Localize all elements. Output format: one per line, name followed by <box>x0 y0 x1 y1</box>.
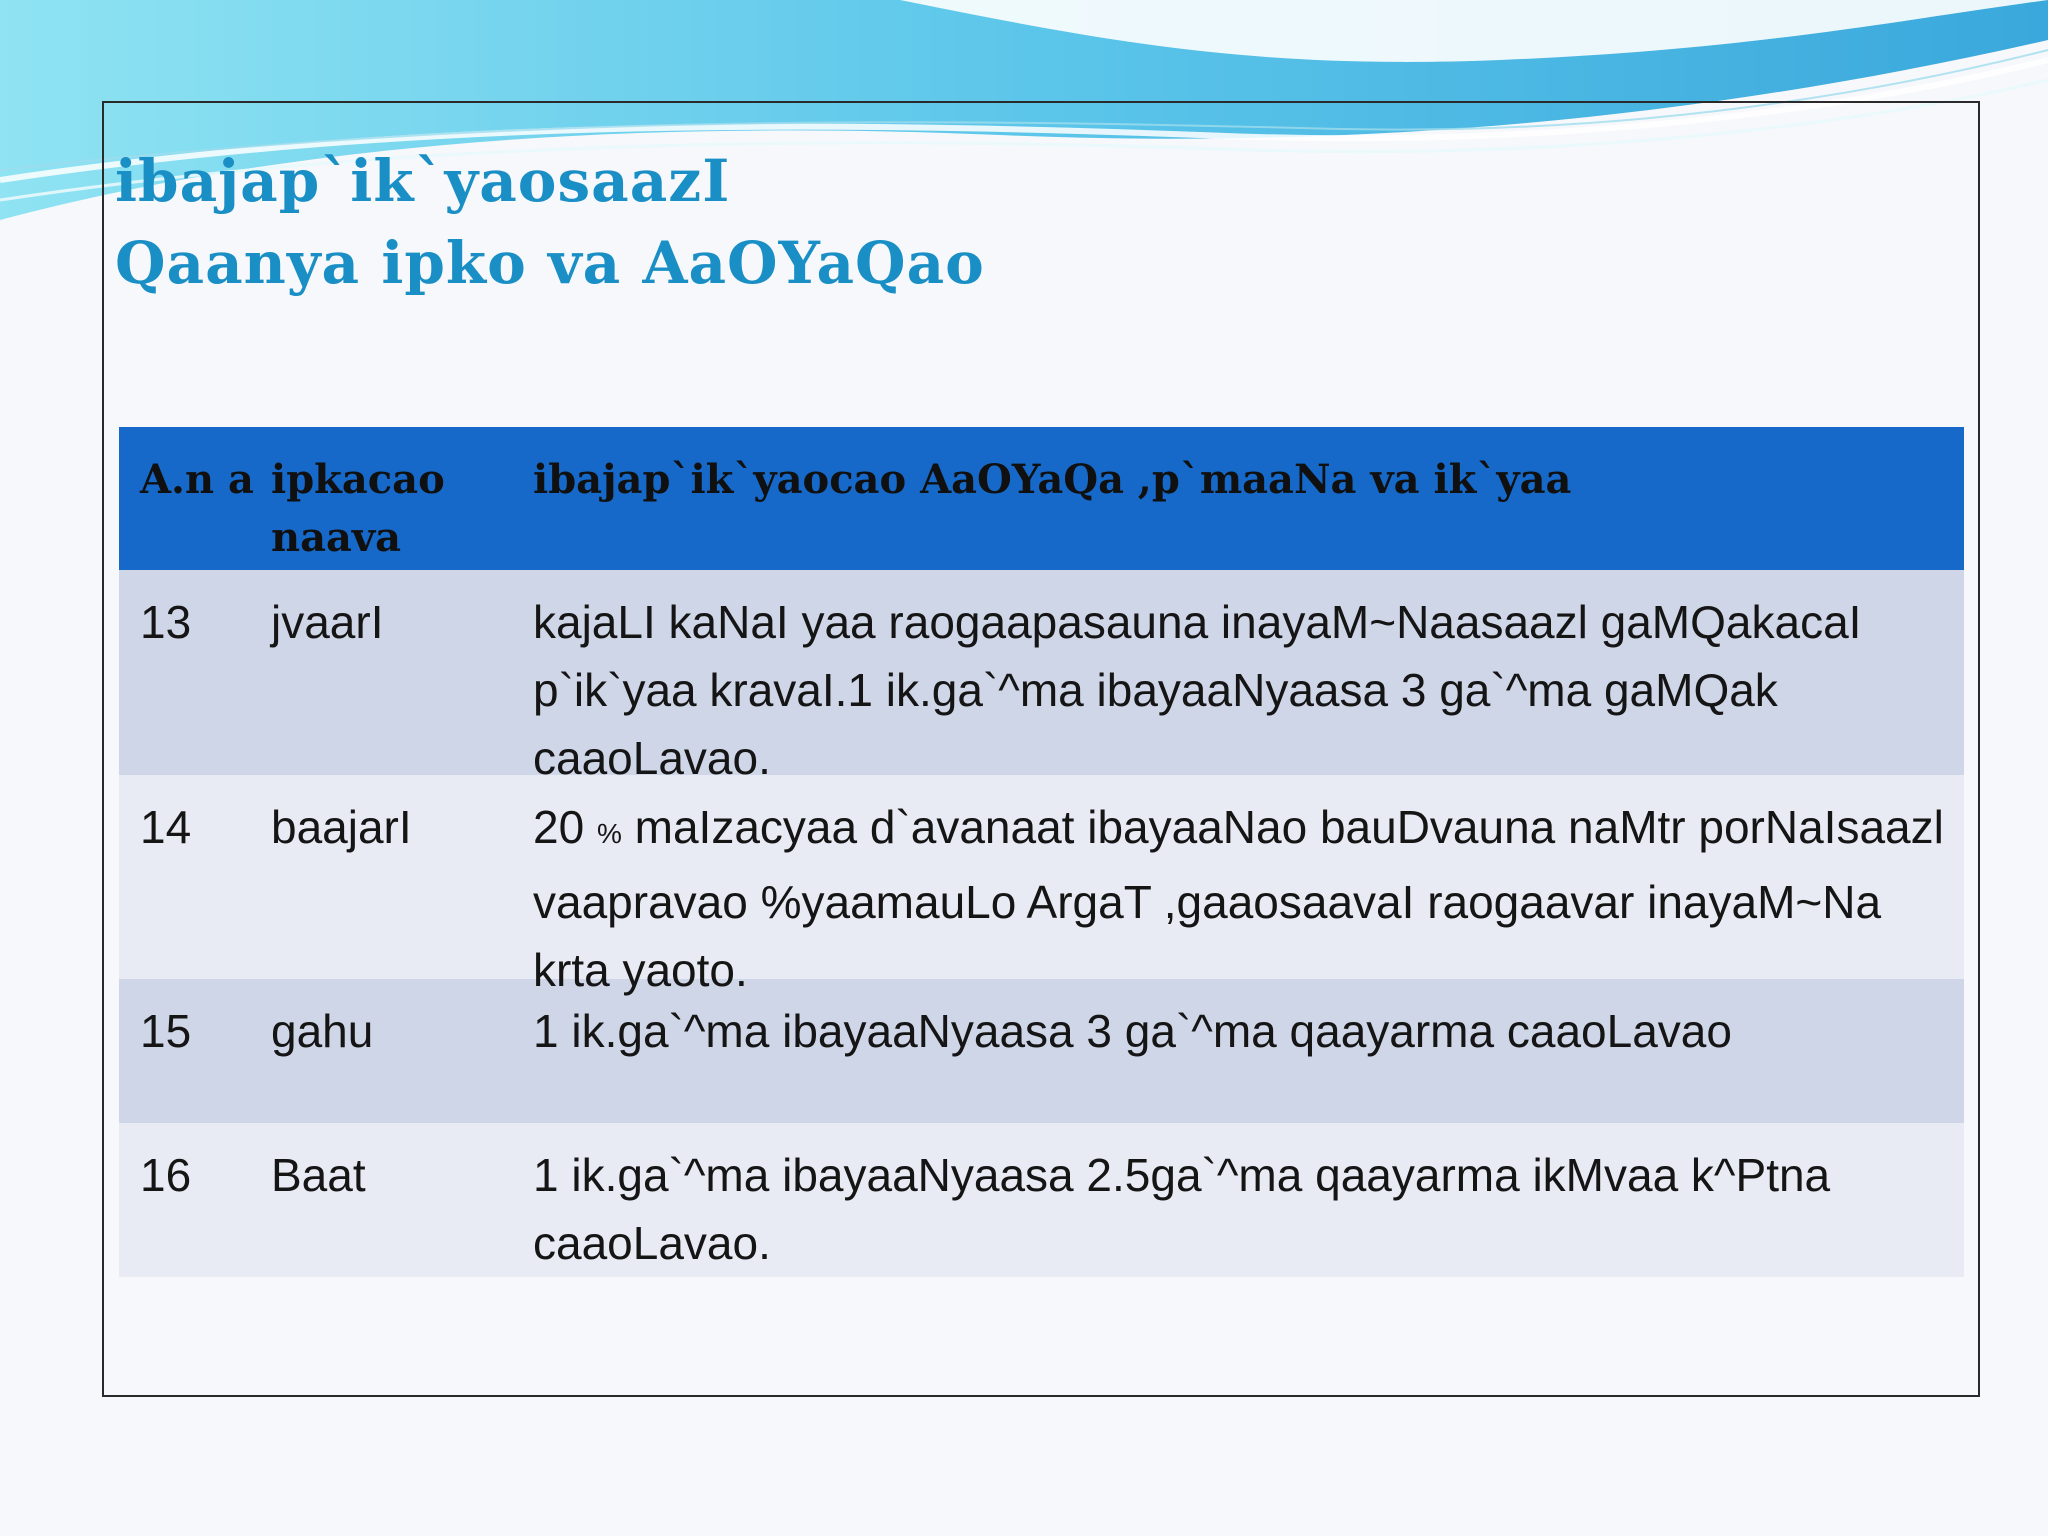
header-treatment: ibajap`ik`yaocao AaOYaQa ,p`maaNa va ik`yaa <box>533 456 1572 503</box>
table-row <box>119 775 1964 979</box>
cell-treatment <box>533 570 1964 784</box>
cell-treatment <box>533 775 1964 996</box>
cell-crop-name: Baat <box>271 1149 366 1201</box>
cell-serial-number: 13 <box>140 596 192 648</box>
header-serial-number: A.n a <box>140 456 254 503</box>
treatment-text: kajaLI kaNaI yaa raogaapasauna inayaM~Naasaazl gaMQakacaI p`ik`yaa kravaI.1 ik.ga`^ma ibayaaNyaasa 3 ga`^ma gaMQak caaoLavao. <box>533 596 1862 784</box>
cell-serial-number: 15 <box>140 1005 192 1057</box>
cell-serial-number: 14 <box>140 801 192 853</box>
treatment-text-rest: maIzacyaa d`avanaat ibayaaNao bauDvauna naMtr porNaIsaazl vaapravao %yaamauLo ArgaT ,gaaosaavaI raogaavar inayaM~Na krta yaoto. <box>533 801 1944 996</box>
cell-serial-number: 16 <box>140 1149 192 1201</box>
table-header-row <box>119 427 1964 570</box>
slide-title <box>115 140 985 304</box>
table-row <box>119 1123 1964 1277</box>
cell-treatment: 1 ik.ga`^ma ibayaaNyaasa 2.5ga`^ma qaayarma ikMvaa k^Ptna caaoLavao. <box>533 1149 1831 1269</box>
percent-symbol: % <box>596 818 622 849</box>
treatment-text-start: 20 <box>533 801 597 853</box>
header-crop-name: ipkacao naava <box>271 456 445 561</box>
cell-crop-name: gahu <box>271 1005 374 1057</box>
cell-crop-name: jvaarI <box>271 596 384 648</box>
cell-crop-name: baajarI <box>271 801 412 853</box>
table-row <box>119 570 1964 775</box>
treatment-text <box>533 793 1964 996</box>
crop-treatment-table <box>119 427 1964 1277</box>
cell-treatment: 1 ik.ga`^ma ibayaaNyaasa 3 ga`^ma qaayarma caaoLavao <box>533 1005 1732 1057</box>
title-line-1: ibajap`ik`yaosaazI <box>115 147 731 215</box>
table-row <box>119 979 1964 1123</box>
title-line-2: Qaanya ipko va AaOYaQao <box>115 229 985 297</box>
